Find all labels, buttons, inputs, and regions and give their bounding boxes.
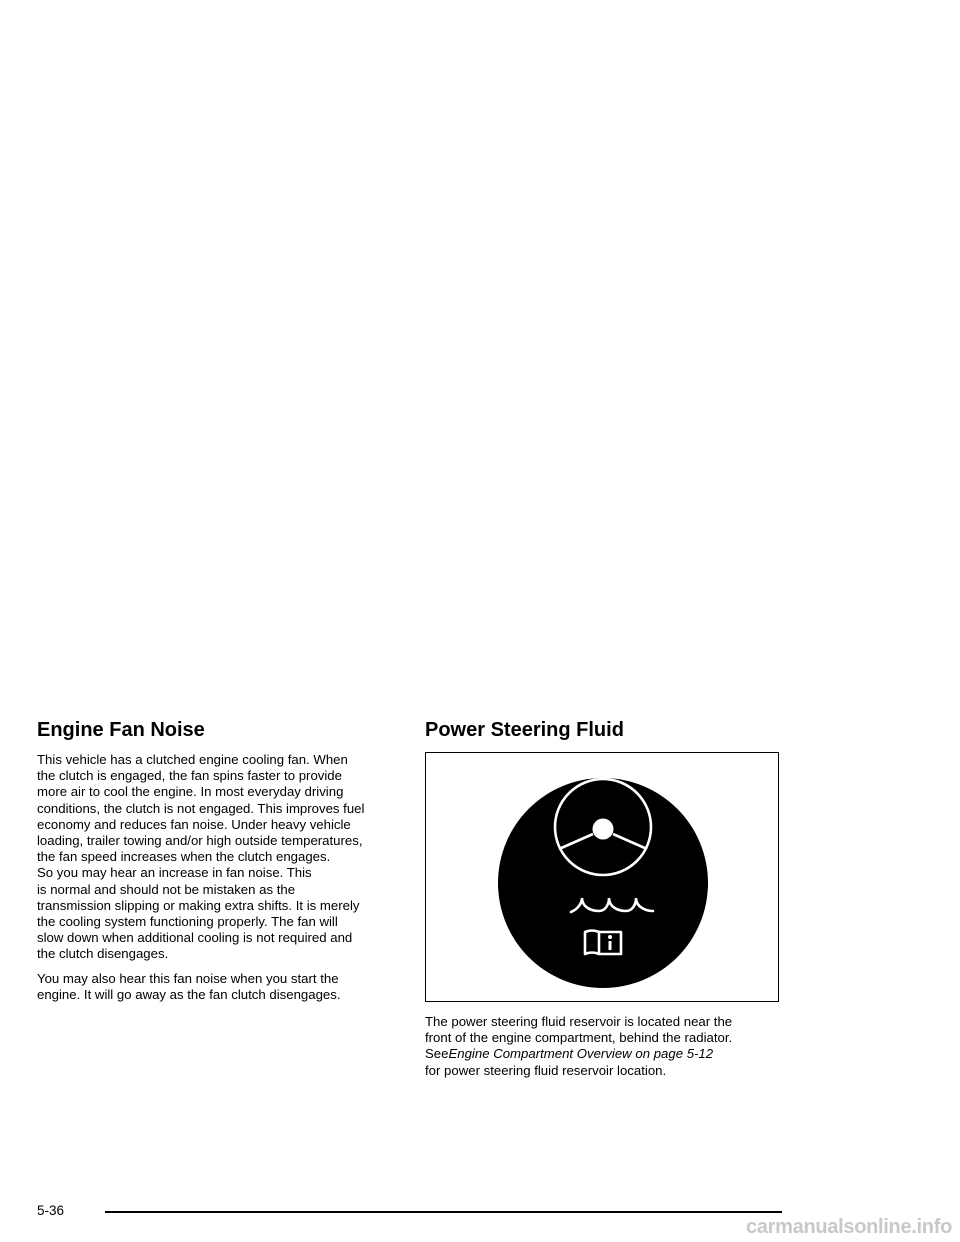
power-steering-symbol-figure xyxy=(425,752,779,1002)
section-heading: Power Steering Fluid xyxy=(425,719,624,741)
section-heading: Engine Fan Noise xyxy=(37,719,205,741)
body-paragraph: The power steering fluid reservoir is located near the front of the engine compartment, behind the radiator. SeeEngine Compartment Overview on page 5-12 for power steering fluid reservoir location. xyxy=(425,1014,733,1078)
cross-reference-link[interactable]: Engine Compartment Overview on page 5-12 xyxy=(448,1046,714,1062)
watermark: carmanualsonline.info xyxy=(746,1216,952,1238)
page-number: 5-36 xyxy=(37,1203,65,1218)
body-paragraph: You may also hear this fan noise when you start the engine. It will go away as the fan clutch disengages. xyxy=(37,970,341,1002)
body-paragraph: This vehicle has a clutched engine cooling fan. When the clutch is engaged, the fan spins faster to provide more air to cool the engine. In most everyday driving conditions, the clutch is not engaged. This improves fuel economy and reduces fan noise. Under heavy vehicle loading, trailer towing and/or high outside temperatures, the fan speed increases when the clutch engages. So you may hear an increase in fan noise. This is normal and should not be mistaken as the transmission slipping or making extra shifts. It is merely the cooling system functioning properly. The fan will slow down when additional cooling is not required and the clutch disengages. xyxy=(37,752,365,962)
footer-rule xyxy=(105,1211,782,1213)
power-steering-fluid-icon xyxy=(426,753,780,1003)
power-steering-fluid-section xyxy=(425,716,782,1087)
engine-fan-noise-section xyxy=(37,716,399,1011)
